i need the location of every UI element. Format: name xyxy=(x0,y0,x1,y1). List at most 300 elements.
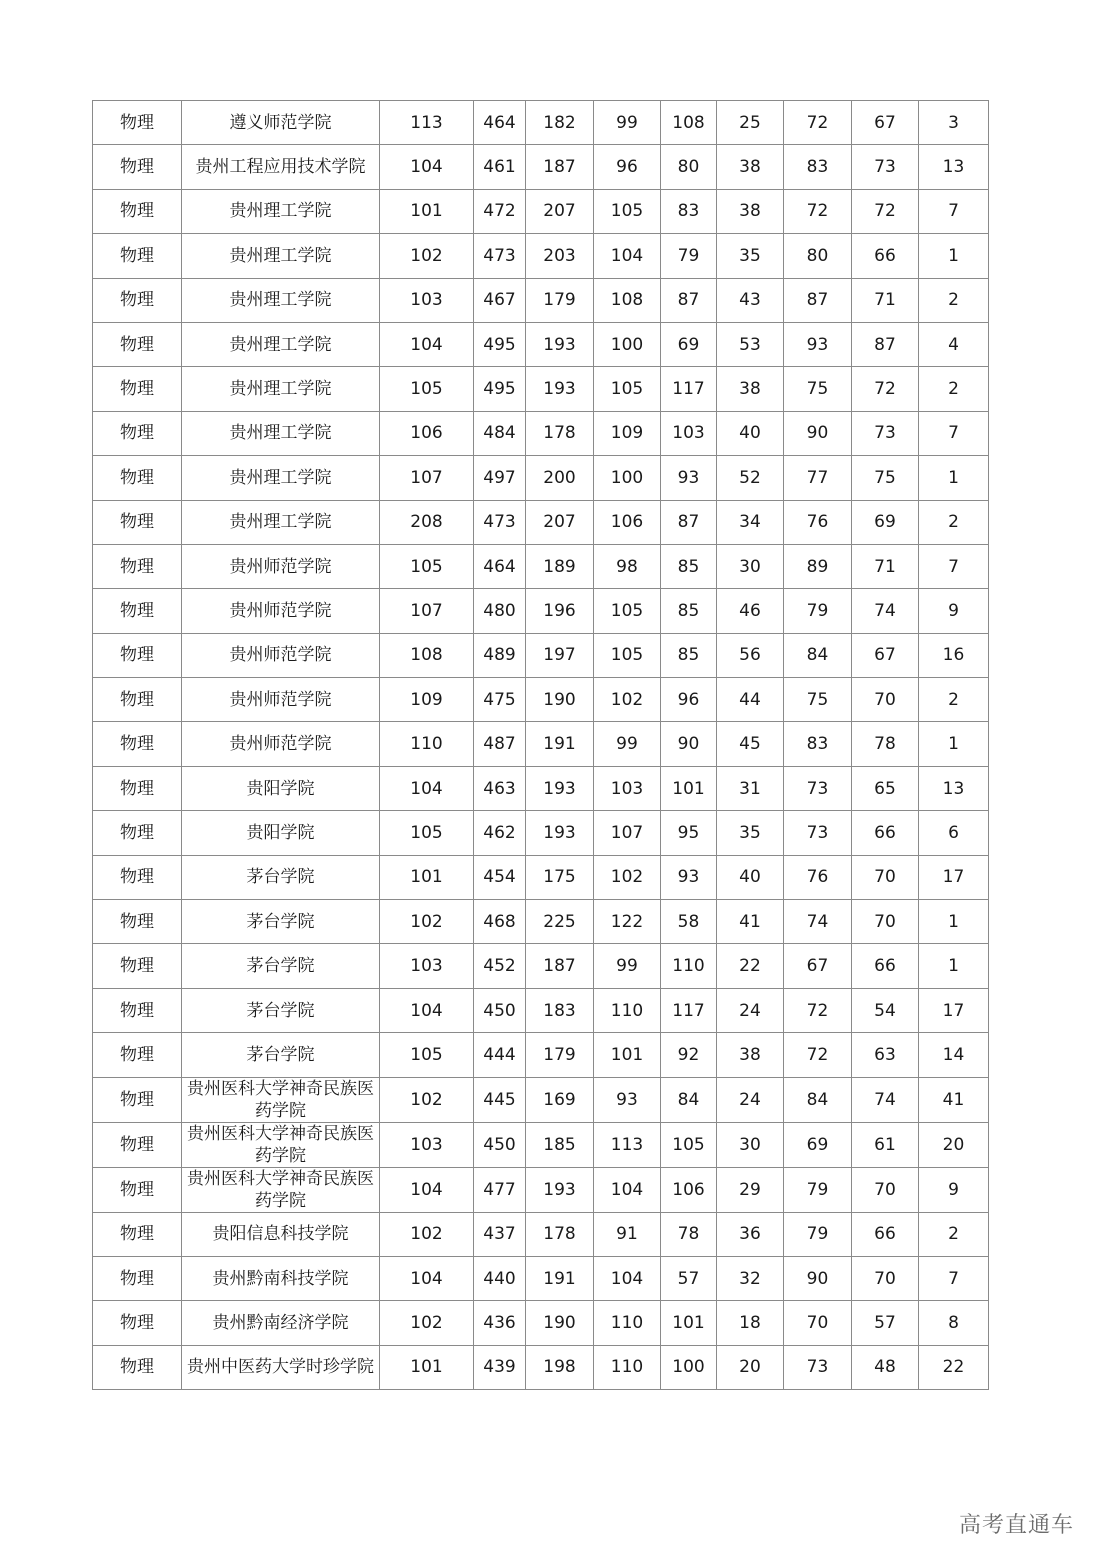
value-cell: 436 xyxy=(474,1301,526,1345)
value-cell: 7 xyxy=(919,1256,989,1300)
value-cell: 475 xyxy=(474,678,526,722)
school-cell: 贵州工程应用技术学院 xyxy=(182,145,380,189)
subject-cell: 物理 xyxy=(93,944,182,988)
value-cell: 72 xyxy=(784,101,852,145)
table-row xyxy=(93,1256,989,1300)
table-row xyxy=(93,678,989,722)
score-table-container xyxy=(92,100,989,1390)
value-cell: 9 xyxy=(919,589,989,633)
value-cell: 105 xyxy=(380,544,474,588)
value-cell: 79 xyxy=(784,589,852,633)
table-row xyxy=(93,1033,989,1077)
value-cell: 70 xyxy=(852,678,919,722)
subject-cell: 物理 xyxy=(93,278,182,322)
value-cell: 1 xyxy=(919,234,989,278)
value-cell: 2 xyxy=(919,367,989,411)
school-cell: 贵州理工学院 xyxy=(182,367,380,411)
value-cell: 440 xyxy=(474,1256,526,1300)
value-cell: 454 xyxy=(474,855,526,899)
value-cell: 54 xyxy=(852,988,919,1032)
value-cell: 69 xyxy=(661,322,717,366)
value-cell: 104 xyxy=(380,145,474,189)
value-cell: 24 xyxy=(717,988,784,1032)
table-row xyxy=(93,456,989,500)
table-row xyxy=(93,589,989,633)
value-cell: 75 xyxy=(852,456,919,500)
value-cell: 105 xyxy=(380,811,474,855)
value-cell: 175 xyxy=(526,855,594,899)
subject-cell: 物理 xyxy=(93,456,182,500)
value-cell: 187 xyxy=(526,145,594,189)
subject-cell: 物理 xyxy=(93,633,182,677)
subject-cell: 物理 xyxy=(93,1256,182,1300)
value-cell: 489 xyxy=(474,633,526,677)
value-cell: 25 xyxy=(717,101,784,145)
value-cell: 71 xyxy=(852,544,919,588)
school-cell: 贵州理工学院 xyxy=(182,500,380,544)
table-body xyxy=(93,101,989,1390)
value-cell: 89 xyxy=(784,544,852,588)
value-cell: 90 xyxy=(784,1256,852,1300)
table-row xyxy=(93,1167,989,1212)
value-cell: 103 xyxy=(380,278,474,322)
subject-cell: 物理 xyxy=(93,988,182,1032)
subject-cell: 物理 xyxy=(93,544,182,588)
value-cell: 83 xyxy=(661,189,717,233)
value-cell: 101 xyxy=(380,189,474,233)
value-cell: 450 xyxy=(474,988,526,1032)
value-cell: 187 xyxy=(526,944,594,988)
value-cell: 107 xyxy=(380,589,474,633)
value-cell: 66 xyxy=(852,944,919,988)
table-row xyxy=(93,1077,989,1122)
value-cell: 73 xyxy=(784,766,852,810)
value-cell: 31 xyxy=(717,766,784,810)
table-row xyxy=(93,189,989,233)
value-cell: 43 xyxy=(717,278,784,322)
value-cell: 196 xyxy=(526,589,594,633)
value-cell: 1 xyxy=(919,900,989,944)
value-cell: 461 xyxy=(474,145,526,189)
subject-cell: 物理 xyxy=(93,900,182,944)
value-cell: 105 xyxy=(594,367,661,411)
value-cell: 190 xyxy=(526,1301,594,1345)
value-cell: 70 xyxy=(852,855,919,899)
value-cell: 117 xyxy=(661,988,717,1032)
value-cell: 75 xyxy=(784,367,852,411)
value-cell: 69 xyxy=(784,1122,852,1167)
school-cell: 贵阳学院 xyxy=(182,811,380,855)
school-cell: 贵州师范学院 xyxy=(182,722,380,766)
school-cell: 贵阳信息科技学院 xyxy=(182,1212,380,1256)
value-cell: 105 xyxy=(380,1033,474,1077)
value-cell: 101 xyxy=(380,855,474,899)
subject-cell: 物理 xyxy=(93,1212,182,1256)
value-cell: 74 xyxy=(852,589,919,633)
table-row xyxy=(93,1122,989,1167)
table-row xyxy=(93,1345,989,1389)
value-cell: 84 xyxy=(784,633,852,677)
value-cell: 103 xyxy=(594,766,661,810)
table-row xyxy=(93,145,989,189)
value-cell: 208 xyxy=(380,500,474,544)
value-cell: 484 xyxy=(474,411,526,455)
value-cell: 106 xyxy=(380,411,474,455)
value-cell: 99 xyxy=(594,101,661,145)
value-cell: 109 xyxy=(594,411,661,455)
value-cell: 182 xyxy=(526,101,594,145)
value-cell: 63 xyxy=(852,1033,919,1077)
value-cell: 110 xyxy=(380,722,474,766)
value-cell: 67 xyxy=(852,633,919,677)
value-cell: 38 xyxy=(717,189,784,233)
value-cell: 90 xyxy=(661,722,717,766)
value-cell: 72 xyxy=(784,1033,852,1077)
value-cell: 203 xyxy=(526,234,594,278)
subject-cell: 物理 xyxy=(93,322,182,366)
value-cell: 13 xyxy=(919,766,989,810)
value-cell: 102 xyxy=(380,900,474,944)
value-cell: 4 xyxy=(919,322,989,366)
value-cell: 70 xyxy=(852,1256,919,1300)
value-cell: 13 xyxy=(919,145,989,189)
value-cell: 110 xyxy=(661,944,717,988)
value-cell: 78 xyxy=(852,722,919,766)
value-cell: 87 xyxy=(661,278,717,322)
value-cell: 73 xyxy=(852,411,919,455)
value-cell: 24 xyxy=(717,1077,784,1122)
value-cell: 178 xyxy=(526,1212,594,1256)
value-cell: 444 xyxy=(474,1033,526,1077)
value-cell: 45 xyxy=(717,722,784,766)
table-row xyxy=(93,234,989,278)
value-cell: 107 xyxy=(380,456,474,500)
value-cell: 29 xyxy=(717,1167,784,1212)
table-row xyxy=(93,988,989,1032)
value-cell: 77 xyxy=(784,456,852,500)
value-cell: 22 xyxy=(717,944,784,988)
value-cell: 487 xyxy=(474,722,526,766)
value-cell: 87 xyxy=(784,278,852,322)
value-cell: 200 xyxy=(526,456,594,500)
value-cell: 108 xyxy=(661,101,717,145)
value-cell: 22 xyxy=(919,1345,989,1389)
school-cell: 茅台学院 xyxy=(182,988,380,1032)
subject-cell: 物理 xyxy=(93,1122,182,1167)
value-cell: 83 xyxy=(784,722,852,766)
school-cell: 贵州黔南经济学院 xyxy=(182,1301,380,1345)
value-cell: 40 xyxy=(717,411,784,455)
value-cell: 70 xyxy=(852,1167,919,1212)
value-cell: 100 xyxy=(594,456,661,500)
value-cell: 103 xyxy=(380,1122,474,1167)
subject-cell: 物理 xyxy=(93,189,182,233)
value-cell: 65 xyxy=(852,766,919,810)
school-cell: 贵州医科大学神奇民族医药学院 xyxy=(182,1122,380,1167)
value-cell: 103 xyxy=(661,411,717,455)
value-cell: 450 xyxy=(474,1122,526,1167)
value-cell: 106 xyxy=(661,1167,717,1212)
value-cell: 40 xyxy=(717,855,784,899)
school-cell: 遵义师范学院 xyxy=(182,101,380,145)
value-cell: 104 xyxy=(594,1167,661,1212)
value-cell: 185 xyxy=(526,1122,594,1167)
value-cell: 84 xyxy=(661,1077,717,1122)
value-cell: 56 xyxy=(717,633,784,677)
value-cell: 76 xyxy=(784,500,852,544)
subject-cell: 物理 xyxy=(93,145,182,189)
value-cell: 102 xyxy=(380,1077,474,1122)
value-cell: 18 xyxy=(717,1301,784,1345)
value-cell: 84 xyxy=(784,1077,852,1122)
value-cell: 52 xyxy=(717,456,784,500)
value-cell: 80 xyxy=(784,234,852,278)
value-cell: 93 xyxy=(661,855,717,899)
school-cell: 贵州理工学院 xyxy=(182,278,380,322)
value-cell: 105 xyxy=(594,633,661,677)
school-cell: 贵州理工学院 xyxy=(182,322,380,366)
value-cell: 225 xyxy=(526,900,594,944)
value-cell: 35 xyxy=(717,234,784,278)
value-cell: 38 xyxy=(717,367,784,411)
value-cell: 193 xyxy=(526,766,594,810)
table-row xyxy=(93,101,989,145)
value-cell: 76 xyxy=(784,855,852,899)
value-cell: 104 xyxy=(380,1167,474,1212)
value-cell: 92 xyxy=(661,1033,717,1077)
value-cell: 96 xyxy=(661,678,717,722)
value-cell: 464 xyxy=(474,101,526,145)
table-row xyxy=(93,944,989,988)
table-row xyxy=(93,411,989,455)
value-cell: 34 xyxy=(717,500,784,544)
value-cell: 110 xyxy=(594,988,661,1032)
value-cell: 102 xyxy=(380,1212,474,1256)
value-cell: 75 xyxy=(784,678,852,722)
subject-cell: 物理 xyxy=(93,411,182,455)
value-cell: 8 xyxy=(919,1301,989,1345)
value-cell: 70 xyxy=(852,900,919,944)
value-cell: 35 xyxy=(717,811,784,855)
subject-cell: 物理 xyxy=(93,500,182,544)
value-cell: 9 xyxy=(919,1167,989,1212)
value-cell: 1 xyxy=(919,944,989,988)
value-cell: 473 xyxy=(474,234,526,278)
value-cell: 197 xyxy=(526,633,594,677)
value-cell: 462 xyxy=(474,811,526,855)
value-cell: 79 xyxy=(784,1212,852,1256)
value-cell: 57 xyxy=(852,1301,919,1345)
value-cell: 93 xyxy=(594,1077,661,1122)
value-cell: 105 xyxy=(661,1122,717,1167)
school-cell: 茅台学院 xyxy=(182,855,380,899)
value-cell: 66 xyxy=(852,234,919,278)
value-cell: 72 xyxy=(784,988,852,1032)
value-cell: 169 xyxy=(526,1077,594,1122)
value-cell: 7 xyxy=(919,411,989,455)
value-cell: 104 xyxy=(380,988,474,1032)
value-cell: 87 xyxy=(661,500,717,544)
value-cell: 93 xyxy=(661,456,717,500)
value-cell: 101 xyxy=(594,1033,661,1077)
value-cell: 44 xyxy=(717,678,784,722)
subject-cell: 物理 xyxy=(93,722,182,766)
value-cell: 104 xyxy=(380,1256,474,1300)
value-cell: 437 xyxy=(474,1212,526,1256)
value-cell: 93 xyxy=(784,322,852,366)
value-cell: 14 xyxy=(919,1033,989,1077)
value-cell: 41 xyxy=(717,900,784,944)
value-cell: 3 xyxy=(919,101,989,145)
value-cell: 1 xyxy=(919,722,989,766)
value-cell: 193 xyxy=(526,367,594,411)
value-cell: 73 xyxy=(852,145,919,189)
value-cell: 95 xyxy=(661,811,717,855)
school-cell: 贵阳学院 xyxy=(182,766,380,810)
value-cell: 2 xyxy=(919,678,989,722)
value-cell: 85 xyxy=(661,544,717,588)
value-cell: 108 xyxy=(594,278,661,322)
value-cell: 193 xyxy=(526,1167,594,1212)
table-row xyxy=(93,900,989,944)
value-cell: 30 xyxy=(717,544,784,588)
value-cell: 191 xyxy=(526,1256,594,1300)
value-cell: 497 xyxy=(474,456,526,500)
value-cell: 98 xyxy=(594,544,661,588)
value-cell: 72 xyxy=(784,189,852,233)
value-cell: 104 xyxy=(380,322,474,366)
value-cell: 102 xyxy=(380,1301,474,1345)
value-cell: 193 xyxy=(526,811,594,855)
school-cell: 贵州中医药大学时珍学院 xyxy=(182,1345,380,1389)
value-cell: 2 xyxy=(919,500,989,544)
value-cell: 178 xyxy=(526,411,594,455)
value-cell: 79 xyxy=(661,234,717,278)
value-cell: 99 xyxy=(594,944,661,988)
subject-cell: 物理 xyxy=(93,589,182,633)
value-cell: 190 xyxy=(526,678,594,722)
school-cell: 茅台学院 xyxy=(182,944,380,988)
school-cell: 茅台学院 xyxy=(182,900,380,944)
subject-cell: 物理 xyxy=(93,234,182,278)
value-cell: 179 xyxy=(526,278,594,322)
value-cell: 445 xyxy=(474,1077,526,1122)
value-cell: 70 xyxy=(784,1301,852,1345)
value-cell: 193 xyxy=(526,322,594,366)
value-cell: 105 xyxy=(594,189,661,233)
value-cell: 189 xyxy=(526,544,594,588)
value-cell: 72 xyxy=(852,367,919,411)
value-cell: 91 xyxy=(594,1212,661,1256)
table-row xyxy=(93,1212,989,1256)
value-cell: 72 xyxy=(852,189,919,233)
table-row xyxy=(93,500,989,544)
value-cell: 61 xyxy=(852,1122,919,1167)
value-cell: 32 xyxy=(717,1256,784,1300)
value-cell: 2 xyxy=(919,1212,989,1256)
value-cell: 101 xyxy=(661,1301,717,1345)
school-cell: 贵州黔南科技学院 xyxy=(182,1256,380,1300)
value-cell: 67 xyxy=(784,944,852,988)
school-cell: 贵州师范学院 xyxy=(182,589,380,633)
value-cell: 73 xyxy=(784,811,852,855)
school-cell: 贵州理工学院 xyxy=(182,411,380,455)
value-cell: 85 xyxy=(661,633,717,677)
value-cell: 100 xyxy=(661,1345,717,1389)
value-cell: 74 xyxy=(784,900,852,944)
value-cell: 113 xyxy=(594,1122,661,1167)
value-cell: 103 xyxy=(380,944,474,988)
value-cell: 30 xyxy=(717,1122,784,1167)
value-cell: 110 xyxy=(594,1301,661,1345)
value-cell: 105 xyxy=(594,589,661,633)
value-cell: 101 xyxy=(661,766,717,810)
value-cell: 207 xyxy=(526,189,594,233)
subject-cell: 物理 xyxy=(93,811,182,855)
value-cell: 38 xyxy=(717,1033,784,1077)
value-cell: 57 xyxy=(661,1256,717,1300)
table-row xyxy=(93,367,989,411)
value-cell: 66 xyxy=(852,1212,919,1256)
value-cell: 104 xyxy=(380,766,474,810)
value-cell: 6 xyxy=(919,811,989,855)
value-cell: 183 xyxy=(526,988,594,1032)
value-cell: 104 xyxy=(594,234,661,278)
value-cell: 96 xyxy=(594,145,661,189)
value-cell: 495 xyxy=(474,322,526,366)
school-cell: 贵州理工学院 xyxy=(182,456,380,500)
table-row xyxy=(93,811,989,855)
subject-cell: 物理 xyxy=(93,1301,182,1345)
value-cell: 83 xyxy=(784,145,852,189)
table-row xyxy=(93,855,989,899)
watermark-text: 高考直通车 xyxy=(958,1513,1074,1538)
value-cell: 473 xyxy=(474,500,526,544)
value-cell: 36 xyxy=(717,1212,784,1256)
school-cell: 贵州师范学院 xyxy=(182,633,380,677)
value-cell: 452 xyxy=(474,944,526,988)
value-cell: 48 xyxy=(852,1345,919,1389)
school-cell: 贵州理工学院 xyxy=(182,189,380,233)
value-cell: 74 xyxy=(852,1077,919,1122)
value-cell: 106 xyxy=(594,500,661,544)
value-cell: 101 xyxy=(380,1345,474,1389)
value-cell: 439 xyxy=(474,1345,526,1389)
subject-cell: 物理 xyxy=(93,678,182,722)
value-cell: 17 xyxy=(919,988,989,1032)
table-row xyxy=(93,633,989,677)
value-cell: 207 xyxy=(526,500,594,544)
value-cell: 38 xyxy=(717,145,784,189)
value-cell: 110 xyxy=(594,1345,661,1389)
value-cell: 80 xyxy=(661,145,717,189)
table-row xyxy=(93,766,989,810)
value-cell: 480 xyxy=(474,589,526,633)
value-cell: 17 xyxy=(919,855,989,899)
value-cell: 90 xyxy=(784,411,852,455)
table-row xyxy=(93,544,989,588)
table-row xyxy=(93,1301,989,1345)
value-cell: 78 xyxy=(661,1212,717,1256)
table-row xyxy=(93,278,989,322)
value-cell: 58 xyxy=(661,900,717,944)
value-cell: 20 xyxy=(919,1122,989,1167)
value-cell: 53 xyxy=(717,322,784,366)
value-cell: 105 xyxy=(380,367,474,411)
value-cell: 113 xyxy=(380,101,474,145)
value-cell: 85 xyxy=(661,589,717,633)
score-table xyxy=(92,100,989,1390)
